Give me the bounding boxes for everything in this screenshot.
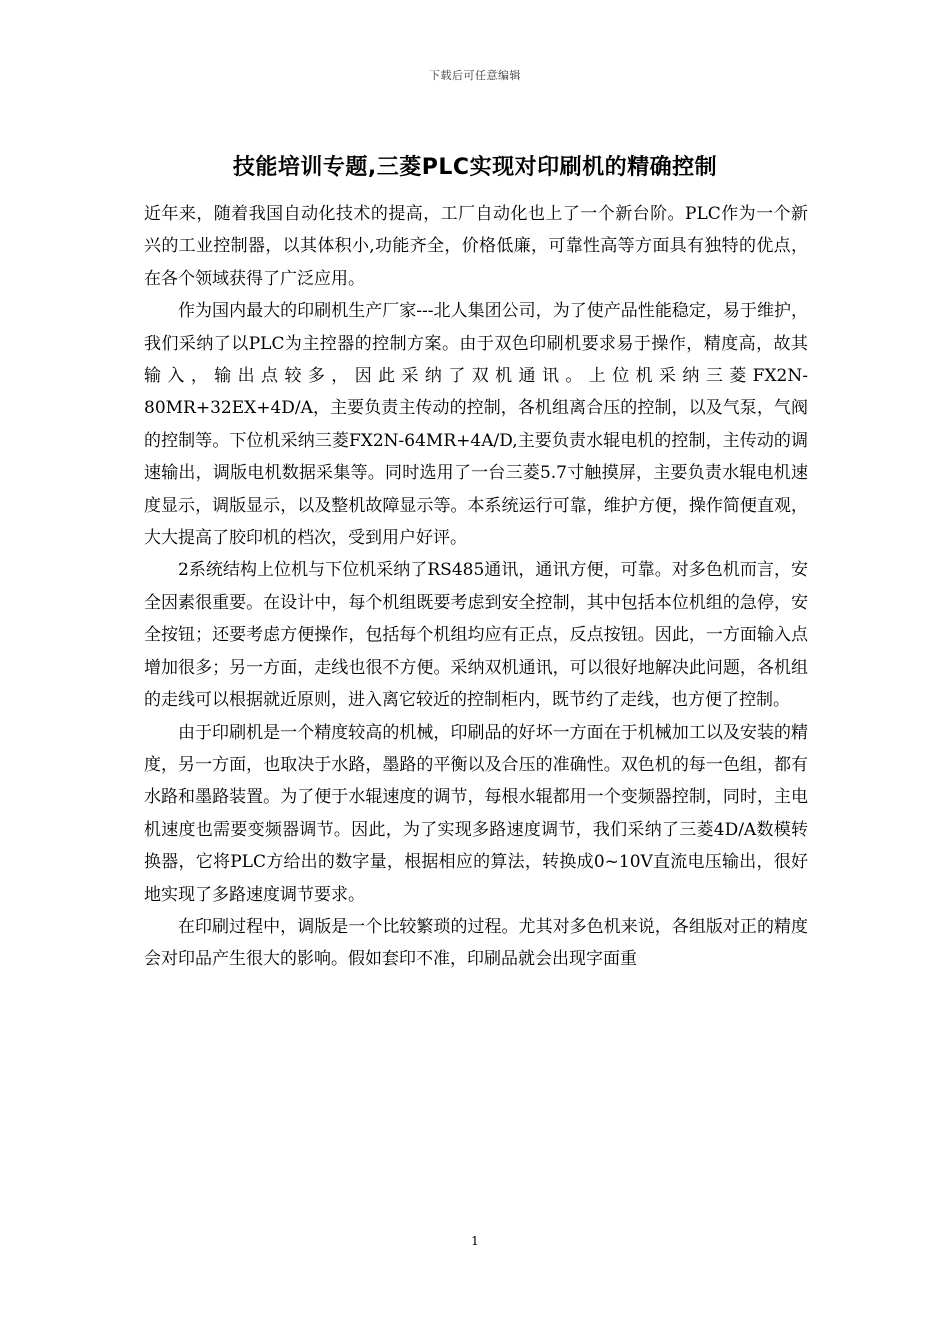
document-body (144, 198, 808, 976)
page-number: 1 (471, 1234, 479, 1248)
paragraph-intro: 近年来，随着我国自动化技术的提高，工厂自动化也上了一个新台阶。PLC作为一个新兴的工业控制器，以其体积小,功能齐全，价格低廉，可靠性高等方面具有独特的优点，在各个领域获得了广泛应用。 (144, 204, 808, 289)
paragraph-system-structure: 2系统结构上位机与下位机采纳了RS485通讯，通讯方便，可靠。对多色机而言，安全因素很重要。在设计中，每个机组既要考虑到安全控制，其中包括本位机组的急停，安全按钮；还要考虑方便操作，包括每个机组均应有正点，反点按钮。因此，一方面输入点增加很多；另一方面，走线也很不方便。采纳双机通讯，可以很好地解决此问题，各机组的走线可以根据就近原则，进入离它较近的控制柜内，既节约了走线，也方便了控制。 (144, 560, 808, 711)
paragraph-control-scheme: 作为国内最大的印刷机生产厂家---北人集团公司，为了使产品性能稳定，易于维护，我们采纳了以PLC为主控器的控制方案。由于双色印刷机要求易于操作，精度高，故其输入，输出点较多，因此采纳了双机通讯。上位机采纳三菱FX2N-80MR+32EX+4D/A，主要负责主传动的控制，各机组离合压的控制，以及气泵，气阀的控制等。下位机采纳三菱FX2N-64MR+4A/D,主要负责水辊电机的控制，主传动的调速输出，调版电机数据采集等。同时选用了一台三菱5.7寸触摸屏，主要负责水辊电机速度显示，调版显示，以及整机故障显示等。本系统运行可靠，维护方便，操作简便直观，大大提高了胶印机的档次，受到用户好评。 (144, 301, 808, 549)
header-note: 下载后可任意编辑 (429, 69, 521, 82)
paragraph-speed-control: 由于印刷机是一个精度较高的机械，印刷品的好坏一方面在于机械加工以及安装的精度，另一方面，也取决于水路，墨路的平衡以及合压的准确性。双色机的每一色组，都有水路和墨路装置。为了便于水辊速度的调节，每根水辊都用一个变频器控制，同时，主电机速度也需要变频器调节。因此，为了实现多路速度调节，我们采纳了三菱4D/A数模转换器，它将PLC方给出的数字量，根据相应的算法，转换成0~10V直流电压输出，很好地实现了多路速度调节要求。 (144, 722, 808, 905)
paragraph-plate-adjustment: 在印刷过程中，调版是一个比较繁琐的过程。尤其对多色机来说，各组版对正的精度会对印品产生很大的影响。假如套印不准，印刷品就会出现字面重 (144, 916, 808, 970)
document-title: 技能培训专题,三菱PLC实现对印刷机的精确控制 (232, 155, 718, 180)
